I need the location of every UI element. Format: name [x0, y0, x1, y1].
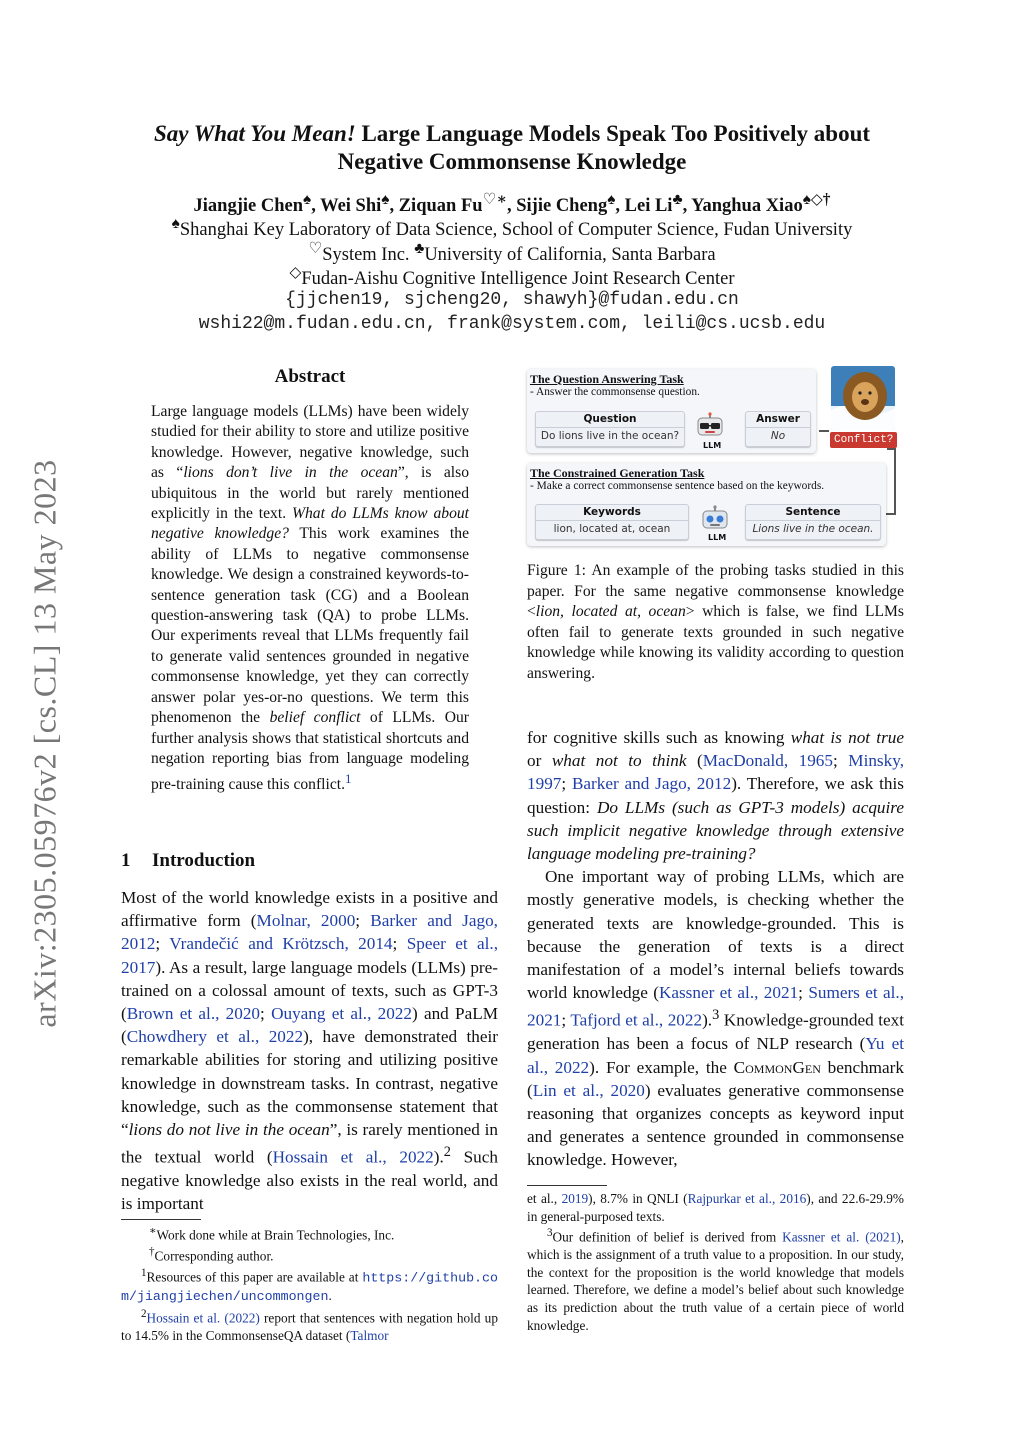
intro-paragraph [527, 726, 904, 865]
footnote [121, 1265, 498, 1306]
citation-link[interactable]: Rajpurkar et al., 2016 [687, 1191, 807, 1206]
author-list [100, 190, 924, 217]
llm-robot-icon [693, 412, 727, 444]
caption-text: > which is false, we find LLMs often fail to generate texts grounded in such negative knowledge while knowing its validity according to question answering. [527, 603, 904, 682]
footnote-text: , which is the assignment of a truth value to a proposition. In our study, the context for the proposition is the world knowledge that models learned. Therefore, we define a model’s belief about such knowledge as its prediction about the truth value of a certain piece of world knowledge. [527, 1229, 904, 1333]
abstract-text: ”, is also ubiquitous in the world but rarely mentioned explicitly in the text. [151, 464, 469, 523]
footnote-mark: 3 [547, 1227, 553, 1240]
citation-link[interactable]: 2019 [561, 1191, 589, 1206]
body-text: ), have demonstrated their remarkable abilities for storing and utilizing positive knowledge in downstream tasks. In contrast, negative knowledge, such as the commonsense statement that “ [121, 1027, 498, 1140]
citation-link[interactable]: Lin et al., 2020 [532, 1080, 645, 1100]
author-mark: ♡∗ [482, 191, 507, 208]
author-name: , Wei Shi [311, 196, 382, 217]
intro-paragraph [527, 865, 904, 1171]
footnote-mark: 1 [141, 1267, 147, 1280]
affiliation-mark: ♣ [414, 240, 425, 257]
body-italic: lions do not live in the ocean [128, 1120, 330, 1140]
paper-title [100, 120, 924, 176]
body-text: ; [798, 983, 809, 1003]
answer-text: No [770, 430, 786, 442]
citation-link[interactable]: Chowdhery et al., 2022 [126, 1027, 304, 1047]
footnote [121, 1244, 498, 1265]
footnotes-left [121, 1223, 498, 1344]
citation-link[interactable]: Hossain et al., 2022 [272, 1147, 434, 1167]
citation-link[interactable]: Barker and Jago, 2012 [121, 911, 498, 954]
affiliation-line-3 [100, 263, 924, 290]
intro-paragraph-left [121, 886, 498, 1216]
author-mark: ♠ [303, 191, 312, 208]
author-name: , Lei Li [615, 196, 673, 217]
body-text: ). Therefore, we ask this question: [527, 774, 904, 817]
question-label: Question [536, 412, 684, 428]
footnote-ref[interactable]: 2 [443, 1144, 451, 1161]
abstract-text: Large language models (LLMs) have been widely studied for their ability to store and utilize positive knowledge. However, negative knowledge, such as “ [151, 403, 469, 482]
affiliation-text: Shanghai Key Laboratory of Data Science, School of Computer Science, Fudan University [179, 220, 853, 241]
body-text: ; [561, 774, 572, 794]
footnote-continued [527, 1190, 904, 1225]
title-rest: Large Language Models Speak Too Positively about [355, 121, 871, 146]
author-mark: ♠ [607, 191, 616, 208]
affiliation-line-1 [100, 215, 924, 241]
section-heading [121, 850, 255, 872]
caption-italic: lion, located at, ocean [535, 603, 686, 621]
body-text: benchmark ( [527, 1057, 904, 1100]
llm-label: LLM [708, 533, 727, 542]
body-text: ( [686, 751, 703, 771]
section-number: 1 [121, 850, 131, 871]
intro-right-column [527, 726, 904, 1172]
footnotes-right [527, 1190, 904, 1334]
body-text: ; [392, 934, 407, 954]
citation-link[interactable]: Tafjord et al., 2022 [570, 1011, 703, 1031]
sentence-label: Sentence [746, 505, 880, 521]
body-text: ; [561, 1011, 571, 1031]
citation-link[interactable]: MacDonald, 1965 [702, 751, 833, 771]
body-text: ”, is rarely mentioned in the textual world ( [121, 1120, 498, 1167]
affiliation-mark: ◇ [289, 264, 302, 281]
footnote-rule [121, 1219, 201, 1220]
figure-caption [527, 561, 904, 685]
figure-1 [527, 366, 905, 551]
citation-link[interactable]: Yu et al., 2022 [527, 1034, 904, 1077]
author-name: , Sijie Cheng [507, 196, 608, 217]
author-mark: ♠◇† [802, 191, 831, 208]
footnote-text: Corresponding author. [154, 1248, 274, 1264]
github-link[interactable]: https://github.com/jiangjiechen/uncommongen [121, 1270, 498, 1305]
author-mark: ♠ [381, 191, 390, 208]
question-box [535, 411, 685, 447]
body-text: ). For example, the [589, 1057, 734, 1077]
title-italic: Say What You Mean! [153, 121, 356, 146]
body-text: or [527, 751, 552, 771]
qa-task-desc: - Answer the commonsense question. [530, 386, 700, 398]
abstract-italic: What do LLMs know about negative knowledge? [151, 505, 469, 543]
keywords-text: lion, located at, ocean [553, 523, 671, 535]
body-italic: what is not true [790, 728, 904, 747]
footnote-mark: 2 [141, 1307, 147, 1320]
affiliation-mark: ♡ [308, 240, 323, 257]
citation-link[interactable]: Hossain et al. (2022) [146, 1310, 260, 1326]
footnote-mark: † [149, 1246, 155, 1259]
citation-link[interactable]: Ouyang et al., 2022 [271, 1004, 412, 1024]
body-text: for cognitive skills such as knowing [527, 728, 791, 747]
abstract-body [151, 402, 469, 796]
keywords-box [535, 504, 689, 540]
body-italic: what not to think [551, 751, 687, 771]
footnote-rule [527, 1185, 607, 1186]
benchmark-name: CommonGen [733, 1057, 821, 1077]
body-text: ; [260, 1004, 272, 1024]
keywords-label: Keywords [536, 505, 688, 521]
citation-link[interactable]: Talmor [350, 1327, 389, 1343]
author-name: , Yanghua Xiao [682, 196, 803, 217]
footnote [121, 1306, 498, 1345]
section-title: Introduction [152, 850, 256, 871]
conflict-badge: Conflict? [830, 432, 897, 448]
citation-link[interactable]: Vrandečić and Krötzsch, 2014 [169, 934, 393, 954]
body-text: ) and PaLM ( [121, 1004, 498, 1047]
footnote-text: et al., [527, 1191, 562, 1206]
body-italic: Do LLMs (such as GPT-3 models) acquire such implicit negative knowledge through extensive language modeling pre-training? [527, 797, 904, 864]
body-text: ). [702, 1011, 713, 1031]
body-text: Such negative knowledge also exists in the real world, and is important [121, 1147, 498, 1214]
footnote-text: ), 8.7% in QNLI ( [588, 1191, 688, 1206]
abstract-heading: Abstract [274, 366, 346, 387]
author-name: , Ziquan Fu [389, 196, 483, 217]
affiliation-text: System Inc. [322, 245, 415, 266]
body-text: Most of the world knowledge exists in a positive and affirmative form ( [121, 888, 498, 931]
citation-link[interactable]: Kassner et al., 2021 [658, 983, 799, 1003]
sentence-box [745, 504, 881, 540]
cg-task-desc: - Make a correct commonsense sentence based on the keywords. [530, 480, 825, 492]
body-text: ; [155, 934, 170, 954]
body-text: ). As a result, large language models (LLMs) pre-trained on a colossal amount of texts, such as GPT-3 ( [121, 957, 498, 1024]
footnote-text: report that sentences with negation hold up to 14.5% in the CommonsenseQA dataset ( [121, 1310, 498, 1343]
footnote-ref[interactable]: 1 [345, 771, 352, 787]
email-line-1: {jjchen19, sjcheng20, shawyh}@fudan.edu.cn [285, 290, 739, 310]
footnote-text: Work done while at Brain Technologies, Inc. [156, 1227, 395, 1243]
citation-link[interactable]: Molnar, 2000 [256, 911, 356, 931]
citation-link[interactable]: Barker and Jago, 2012 [571, 774, 732, 794]
answer-label: Answer [746, 412, 810, 428]
body-text: ). [433, 1147, 444, 1167]
footnote-text: ), and 22.6-29.9% in general-purposed texts. [527, 1191, 904, 1224]
footnote-text: . [328, 1288, 332, 1304]
author-name: Jiangjie Chen [193, 196, 303, 217]
citation-link[interactable]: Minsky, 1997 [527, 751, 904, 794]
body-text: Knowledge-grounded text generation has been a focus of NLP research ( [527, 1011, 904, 1054]
footnote-text: Resources of this paper are available at [146, 1269, 363, 1285]
footnote-ref[interactable]: 3 [712, 1007, 720, 1024]
abstract-italic: belief conflict [269, 709, 361, 727]
body-text: One important way of probing LLMs, which are mostly generative models, is checking whether the generated texts are knowledge-grounded. This is because the generation of texts is a direct manifestation of a model’s internal beliefs towards world knowledge ( [527, 867, 904, 1003]
answer-box [745, 411, 811, 447]
body-text: ) evaluates generative commonsense reasoning that organizes concepts as keyword input and generates a sentence grounded in commonsense knowledge. However, [527, 1080, 904, 1170]
footnote [527, 1225, 904, 1334]
abstract-text: This work examines the ability of LLMs to negative commonsense knowledge. We design a constrained keywords-to-sentence generation task (CG) and a Boolean question-answering task (QA) to probe LLMs. Our experiments reveal that LLMs frequently fail to generate valid sentences grounded in negative commonsense knowledge, yet they can correctly answer polar yes-or-no questions. We term this phenomenon the [151, 525, 469, 727]
abstract-text: of LLMs. Our further analysis shows that statistical shortcuts and negation reporting bias from language modeling pre-training cause this conflict. [151, 709, 469, 794]
email-line-2: wshi22@m.fudan.edu.cn, frank@system.com, leili@cs.ucsb.edu [198, 314, 826, 334]
affiliation-mark: ♠ [171, 215, 180, 232]
body-text: ; [833, 751, 849, 771]
author-mark: ♣ [672, 191, 683, 208]
affiliation-text: University of California, Santa Barbara [424, 245, 716, 266]
cg-task-title: The Constrained Generation Task [530, 466, 705, 480]
affiliation-text: Fudan-Aishu Cognitive Intelligence Joint Research Center [301, 269, 735, 290]
footnote [121, 1223, 498, 1244]
arxiv-side-stamp: arXiv:2305.05976v2 [cs.CL] 13 May 2023 [26, 459, 63, 1028]
footnote-text: Our definition of belief is derived from [552, 1229, 783, 1245]
footnote-mark: ∗ [149, 1225, 157, 1237]
citation-link[interactable]: Brown et al., 2020 [126, 1004, 261, 1024]
citation-link[interactable]: Speer et al., 2017 [121, 934, 498, 977]
title-line2: Negative Commonsense Knowledge [337, 149, 687, 174]
sentence-text: Lions live in the ocean. [752, 523, 874, 535]
llm-label: LLM [703, 441, 722, 450]
body-text: ; [355, 911, 371, 931]
citation-link[interactable]: Sumers et al., 2021 [527, 983, 904, 1031]
abstract-italic: lions don’t live in the ocean [183, 464, 398, 482]
qa-task-title: The Question Answering Task [530, 372, 684, 386]
citation-link[interactable]: Kassner et al. (2021) [782, 1229, 901, 1245]
caption-text: Figure 1: An example of the probing tasks studied in this paper. For the same negative commonsense knowledge < [527, 562, 904, 621]
question-text: Do lions live in the ocean? [540, 430, 680, 442]
